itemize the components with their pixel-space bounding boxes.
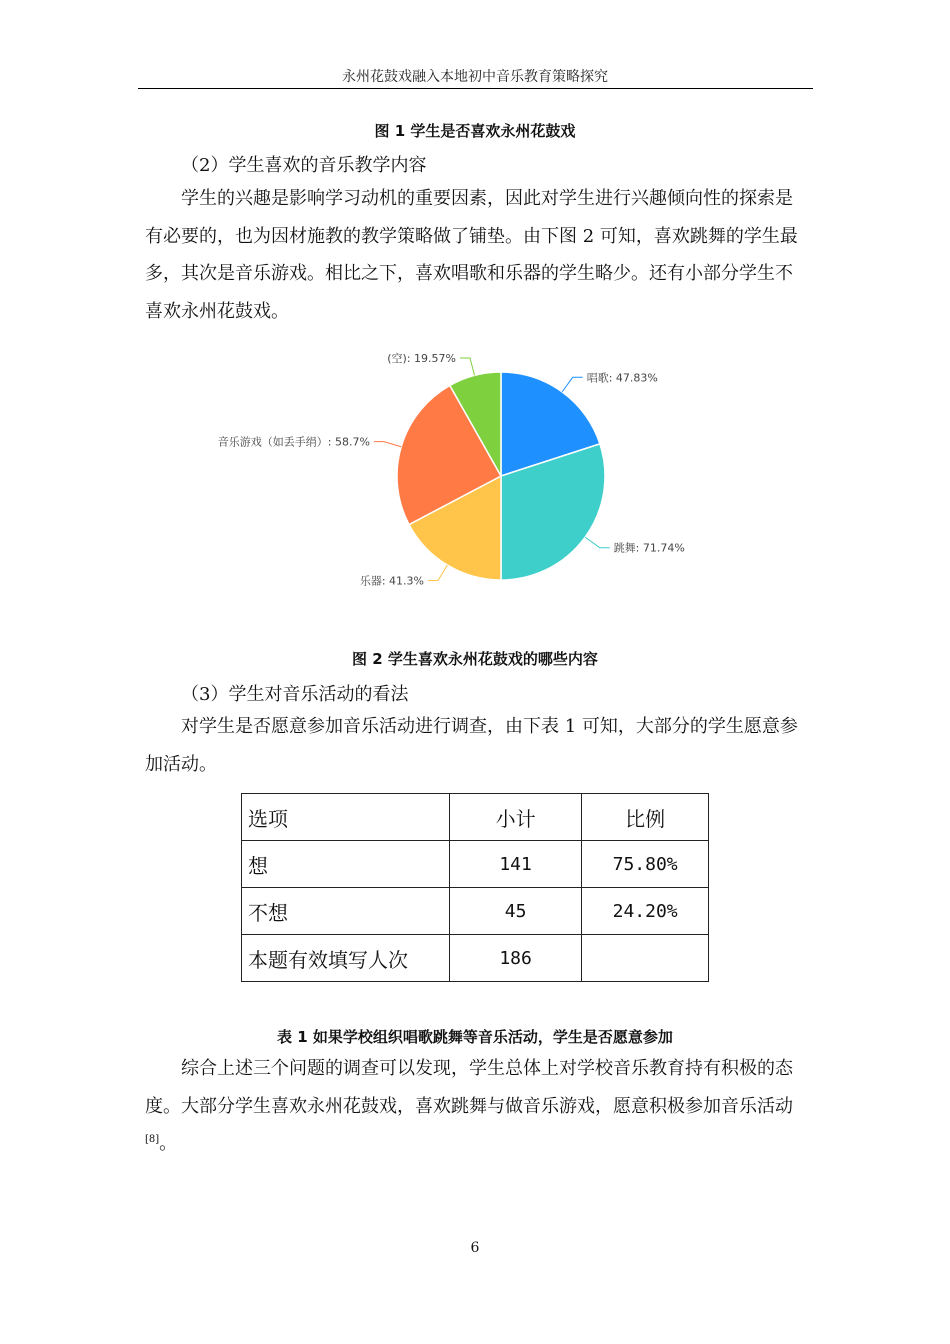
section-3-paragraph — [145, 708, 810, 783]
table-cell: 不想 — [242, 888, 450, 935]
table-row — [242, 935, 709, 982]
survey-table — [241, 793, 709, 982]
conclusion-body: 综合上述三个问题的调查可以发现，学生总体上对学校音乐教育持有积极的态度。大部分学生喜欢永州花鼓戏，喜欢跳舞与做音乐游戏，愿意积极参加音乐活动 — [145, 1058, 793, 1117]
pie-chart — [180, 335, 780, 610]
pie-label: 跳舞: 71.74% — [613, 541, 685, 555]
pie-leader-line — [562, 377, 583, 392]
table-row — [242, 888, 709, 935]
pie-label: 乐器: 41.3% — [359, 574, 425, 588]
table-header-cell: 选项 — [242, 794, 450, 841]
table-cell: 45 — [449, 888, 581, 935]
table-cell: 想 — [242, 841, 450, 888]
section-3-text: 对学生是否愿意参加音乐活动进行调查，由下表 1 可知，大部分的学生愿意参加活动。 — [145, 716, 798, 775]
table-cell: 本题有效填写人次 — [242, 935, 450, 982]
table-header-cell: 小计 — [449, 794, 581, 841]
pie-leader-line — [428, 565, 447, 580]
section-2-text: 学生的兴趣是影响学习动机的重要因素，因此对学生进行兴趣倾向性的探索是有必要的，也为因材施教的教学策略做了铺垫。由下图 2 可知，喜欢跳舞的学生最多，其次是音乐游戏。相比之下，喜欢唱歌和乐器的学生略少。还有小部分学生不喜欢永州花鼓戏。 — [145, 188, 798, 322]
table-row — [242, 841, 709, 888]
pie-leader-line — [585, 537, 610, 548]
section-2-heading: （2）学生喜欢的音乐教学内容 — [181, 155, 427, 176]
conclusion-paragraph — [145, 1050, 810, 1163]
pie-slices — [397, 372, 605, 580]
figure-2-caption: 图 2 学生喜欢永州花鼓戏的哪些内容 — [352, 650, 598, 668]
running-header: 永州花鼓戏融入本地初中音乐教育策略探究 — [342, 69, 608, 85]
section-2-paragraph — [145, 180, 810, 330]
table-header-cell: 比例 — [582, 794, 709, 841]
table-1-caption: 表 1 如果学校组织唱歌跳舞等音乐活动，学生是否愿意参加 — [277, 1028, 673, 1046]
table-header-row — [242, 794, 709, 841]
conclusion-end: 。 — [159, 1133, 178, 1154]
table-cell: 24.20% — [582, 888, 709, 935]
pie-label: 唱歌: 47.83% — [586, 371, 658, 385]
table-cell: 75.80% — [582, 841, 709, 888]
header-rule — [138, 88, 813, 89]
figure-1-caption: 图 1 学生是否喜欢永州花鼓戏 — [374, 122, 576, 140]
section-3-heading: （3）学生对音乐活动的看法 — [181, 684, 409, 705]
pie-label: 音乐游戏（如丢手绢）: 58.7% — [217, 435, 370, 449]
pie-leader-line — [460, 358, 475, 375]
table-cell: 186 — [449, 935, 581, 982]
table-cell: 141 — [449, 841, 581, 888]
citation-ref: [8] — [145, 1134, 160, 1145]
page-number: 6 — [470, 1240, 480, 1256]
conclusion-text — [145, 1050, 810, 1163]
pie-label: (空): 19.57% — [387, 352, 456, 366]
table-cell — [582, 935, 709, 982]
pie-leader-line — [374, 442, 401, 447]
